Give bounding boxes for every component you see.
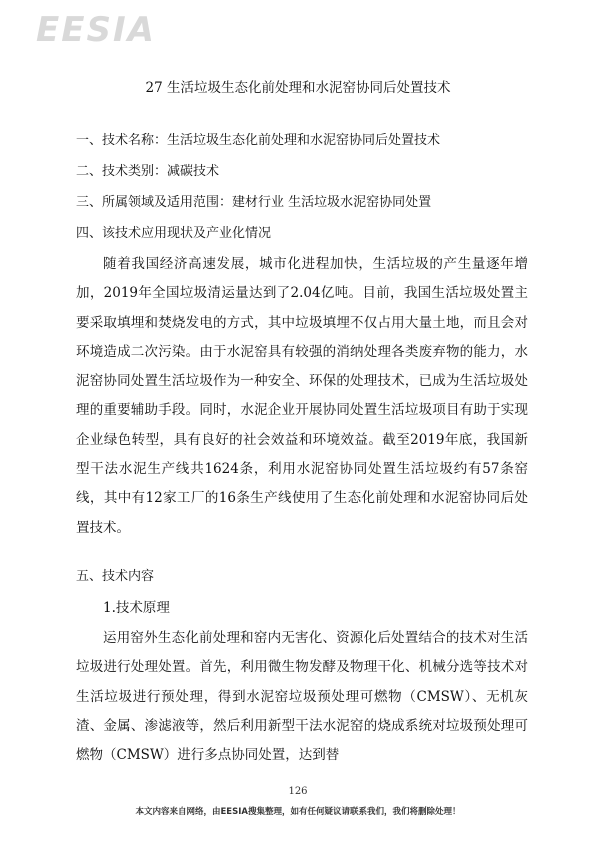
page-number: 126: [288, 786, 308, 797]
section-tech-name: 一、技术名称：生活垃圾生态化前处理和水泥窑协同后处置技术: [76, 133, 441, 148]
section-field-scope: 三、所属领域及适用范围：建材行业 生活垃圾水泥窑协同处置: [76, 195, 432, 210]
section-tech-category: 二、技术类别：减碳技术: [76, 164, 220, 179]
subheading-tech-principle: 1.技术原理: [103, 600, 170, 616]
section-application-status: 四、该技术应用现状及产业化情况: [76, 226, 272, 241]
paragraph-tech-principle: 运用窑外生态化前处理和窑内无害化、资源化后处置结合的技术对生活垃圾进行处理处置。首先，利用微生物发酵及物理干化、机械分选等技术对生活垃圾进行预处理，得到水泥窑垃圾预处理可燃物（CMSW）、无机灰渣、金属、渗滤液等，然后利用新型干法水泥窑的烧成系统对垃圾预处理可燃物（CMSW）进行多点协同处置，达到替: [76, 630, 528, 764]
paragraph-application-status: 随着我国经济高速发展，城市化进程加快，生活垃圾的产生量逐年增加，2019年全国垃圾清运量达到了2.04亿吨。目前，我国生活垃圾处置主要采取填埋和焚烧发电的方式，其中垃圾填埋不仅占用大量土地，而且会对环境造成二次污染。由于水泥窑具有较强的消纳处理各类废弃物的能力，水泥窑协同处置生活垃圾作为一种安全、环保的处理技术，已成为生活垃圾处理的重要辅助手段。同时，水泥企业开展协同处置生活垃圾项目有助于实现企业绿色转型，具有良好的社会效益和环境效益。截至2019年底，我国新型干法水泥生产线共1624条，利用水泥窑协同处置生活垃圾约有57条窑线，其中有12家工厂的16条生产线使用了生态化前处理和水泥窑协同后处置技术。: [76, 256, 528, 536]
footer-disclaimer: 本文内容来自网络，由EESIA搜集整理，如有任何疑议请联系我们，我们将删除处理！: [135, 807, 461, 817]
eesia-logo: EESIA: [36, 10, 156, 50]
section-tech-content: 五、技术内容: [76, 569, 155, 584]
page-title: 27 生活垃圾生态化前处理和水泥窑协同后处置技术: [145, 80, 451, 96]
